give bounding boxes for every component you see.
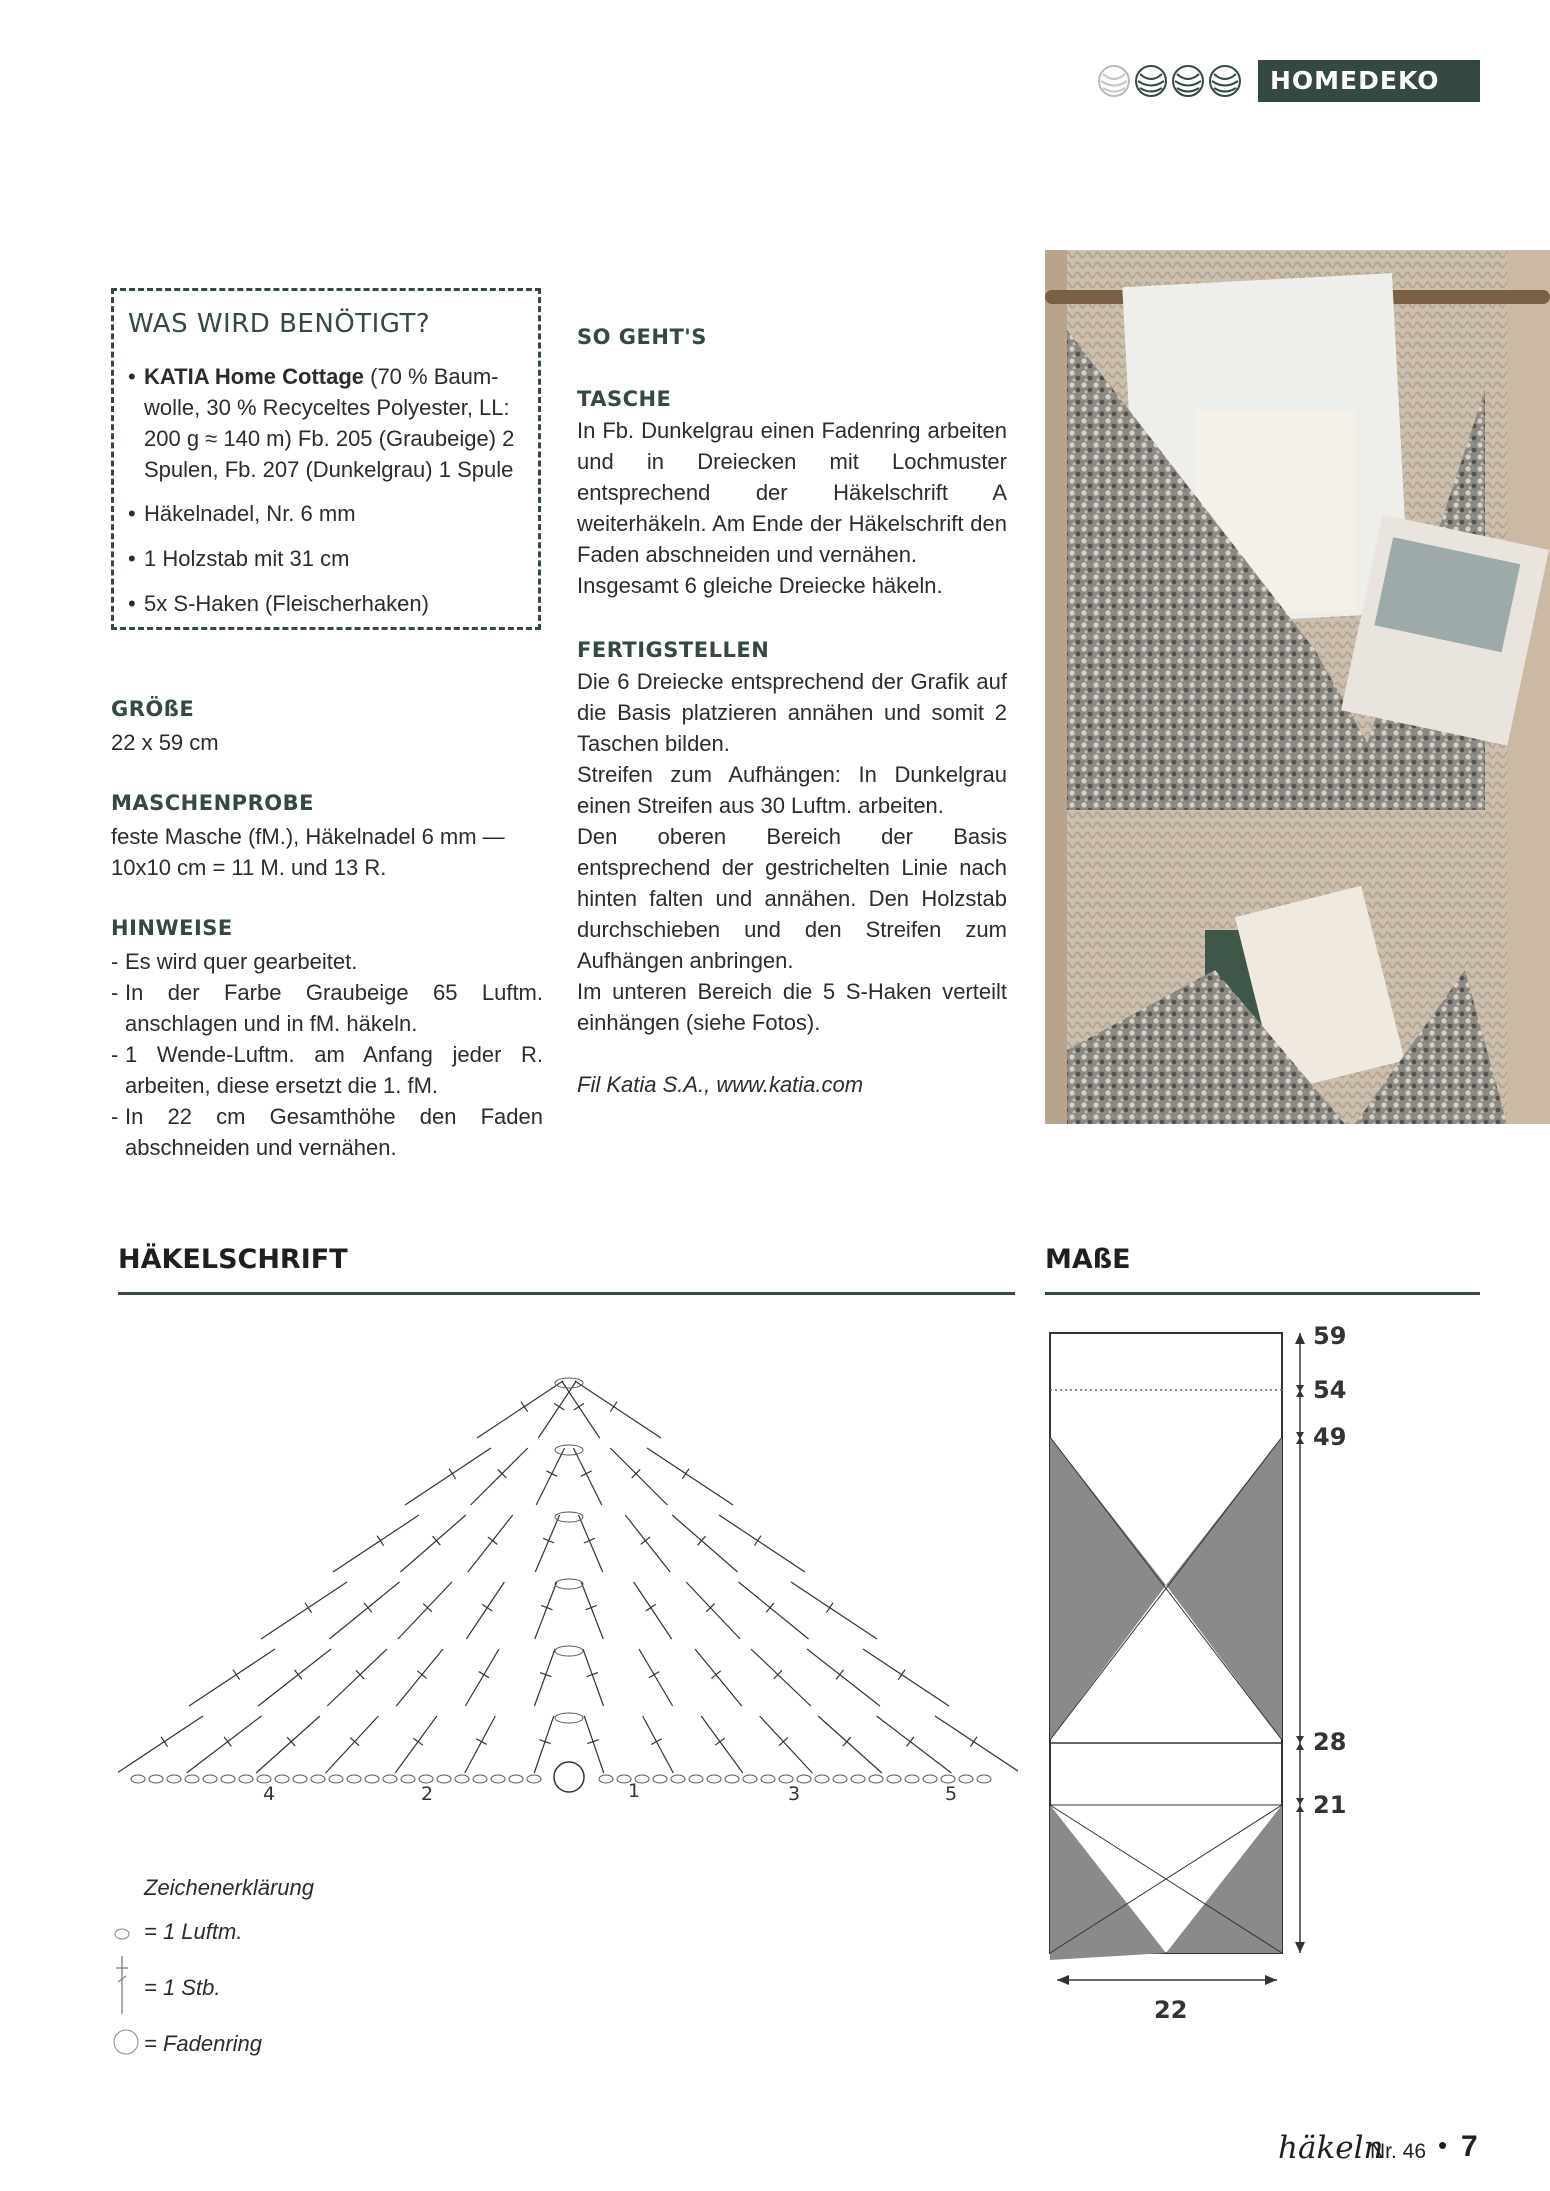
bag-heading: TASCHE: [577, 387, 672, 411]
stitch-mark: [719, 1515, 805, 1572]
stitch-mark: [573, 1448, 601, 1505]
stitch-mark: [695, 1649, 742, 1706]
stitch-mark: [584, 1716, 604, 1773]
stitch-bar: [610, 1402, 617, 1412]
chain-mark: [761, 1775, 775, 1783]
chart-title: HÄKELSCHRIFT: [118, 1244, 348, 1275]
footer-bullet: •: [1438, 2130, 1448, 2160]
chain-mark: [257, 1775, 271, 1783]
chain-mark: [293, 1775, 307, 1783]
stitch-mark: [535, 1582, 557, 1639]
stitch-mark: [398, 1582, 452, 1639]
stitch-mark: [465, 1649, 499, 1706]
chain-mark: [833, 1775, 847, 1783]
stitch-bar: [377, 1536, 384, 1546]
stitch-bar: [581, 1471, 592, 1476]
row-number: 3: [788, 1783, 801, 1805]
stitch-bar: [651, 1739, 662, 1745]
legend-item: = Fadenring: [144, 2031, 263, 2056]
stitch-bar: [479, 1672, 489, 1678]
measure-label: 21: [1313, 1791, 1347, 1819]
stitch-bar: [161, 1737, 168, 1747]
chain-mark: [383, 1775, 397, 1783]
chain-mark: [653, 1775, 667, 1783]
width-label: 22: [1154, 1996, 1188, 2024]
measures-title-rule: [1045, 1292, 1480, 1295]
double-crochet-symbol-icon: [116, 1956, 128, 2014]
pocket-triangle: [1050, 1953, 1166, 1960]
materials-title: WAS WIRD BENÖTIGT?: [128, 309, 431, 339]
stitch-mark: [863, 1649, 949, 1706]
stitch-mark: [187, 1716, 262, 1773]
chain-mark: [311, 1775, 325, 1783]
chain-mark: [555, 1579, 583, 1589]
yarn-name: KATIA Home Cottage: [144, 364, 364, 389]
legend-item: = 1 Luftm.: [144, 1919, 243, 1944]
stitch-bar: [543, 1538, 554, 1543]
stitch-mark: [643, 1716, 674, 1773]
chain-mark: [851, 1775, 865, 1783]
stitch-mark: [189, 1649, 275, 1706]
chain-mark: [239, 1775, 253, 1783]
stitch-bar: [682, 1469, 689, 1479]
stitch-bar: [224, 1737, 231, 1747]
stitch-mark: [536, 1448, 564, 1505]
stitch-mark: [578, 1515, 602, 1572]
stitch-mark: [818, 1716, 882, 1773]
stitch-bar: [826, 1603, 833, 1613]
stitch-mark: [739, 1582, 809, 1639]
stitch-bar: [413, 1738, 423, 1745]
issue-number: Nr. 46: [1370, 2140, 1427, 2163]
stitch-bar: [711, 1671, 720, 1679]
chain-mark: [815, 1775, 829, 1783]
gauge-text: feste Masche (fM.), Häkelnadel 6 mm — 10x10 cm = 11 M. und 13 R.: [111, 824, 505, 880]
chain-mark: [131, 1775, 145, 1783]
chain-mark: [221, 1775, 235, 1783]
stitch-mark: [625, 1515, 670, 1572]
notes-heading: HINWEISE: [111, 916, 233, 940]
chain-mark: [923, 1775, 937, 1783]
stitch-mark: [538, 1381, 576, 1438]
stitch-mark: [534, 1716, 554, 1773]
stitch-mark: [329, 1582, 399, 1639]
row-number: 1: [628, 1780, 641, 1802]
row-number: 5: [945, 1783, 958, 1805]
stitch-bar: [488, 1537, 497, 1544]
size-value: 22 x 59 cm: [111, 730, 219, 755]
chain-symbol-icon: [115, 1929, 129, 1939]
stitch-mark: [581, 1582, 603, 1639]
stitch-mark: [583, 1649, 604, 1706]
stitch-bar: [233, 1670, 240, 1680]
note-item: - In der Farbe Graubeige 65 Luftm. anschlagen und in fM. häkeln.: [111, 977, 543, 1039]
stitch-mark: [877, 1716, 952, 1773]
stitch-bar: [836, 1670, 843, 1679]
magic-ring-mark: [554, 1762, 584, 1792]
chain-mark: [869, 1775, 883, 1783]
chain-mark: [707, 1775, 721, 1783]
legend-title: Zeichenerklärung: [144, 1875, 314, 1900]
finish-text: Die 6 Dreiecke entsprechend der Grafik auf die Basis platzieren annähen und somit 2 Taschen bilden. Streifen zum Aufhängen: In Dunkelgrau einen Streifen aus 30 Luftm. arbeiten. Den oberen Bereich der Basis entsprechend der gestrichelten Linie nach hinten falten und annähen. Den Holzstab durchschieben und den Streifen zum Aufhängen anbringen. Im unteren Bereich die 5 S-Haken verteilt einhängen (siehe Fotos).: [577, 669, 1007, 1035]
stitch-mark: [327, 1649, 387, 1706]
chart-title-rule: [118, 1292, 1015, 1295]
stitch-mark: [258, 1649, 331, 1706]
magic-ring-symbol-icon: [114, 2030, 138, 2054]
measure-label: 49: [1313, 1423, 1347, 1451]
stitch-bar: [449, 1469, 456, 1479]
chain-mark: [365, 1775, 379, 1783]
stitch-bar: [641, 1537, 650, 1544]
stitch-bar: [970, 1737, 977, 1747]
legend-item: = 1 Stb.: [144, 1975, 221, 2000]
measure-label: 54: [1313, 1376, 1347, 1404]
chain-mark: [977, 1775, 991, 1783]
note-item: - In 22 cm Gesamthöhe den Faden abschneiden und vernähen.: [111, 1101, 543, 1163]
material-item-hooks: • 5x S-Haken (Fleischerhaken): [128, 591, 429, 616]
stitch-mark: [639, 1649, 673, 1706]
chain-mark: [419, 1775, 433, 1783]
stitch-mark: [686, 1582, 740, 1639]
chain-mark: [887, 1775, 901, 1783]
chain-mark: [491, 1775, 505, 1783]
material-item-rod: • 1 Holzstab mit 31 cm: [128, 546, 350, 571]
stitch-bar: [417, 1671, 426, 1679]
stitch-bar: [476, 1739, 487, 1745]
chain-mark: [599, 1775, 613, 1783]
instructions-heading: SO GEHT'S: [577, 325, 707, 349]
chain-mark: [725, 1775, 739, 1783]
stitch-mark: [562, 1381, 600, 1438]
stitch-bar: [574, 1403, 584, 1410]
section-label: HOMEDEKO: [1258, 60, 1480, 102]
stitch-mark: [807, 1649, 880, 1706]
chain-mark: [555, 1646, 583, 1656]
chain-mark: [473, 1775, 487, 1783]
stitch-mark: [468, 1515, 513, 1572]
stitch-bar: [649, 1672, 659, 1678]
stitch-mark: [935, 1716, 1018, 1773]
stitch-bar: [715, 1738, 725, 1745]
stitch-mark: [672, 1515, 737, 1572]
stitch-bar: [646, 1604, 656, 1611]
stitch-mark: [751, 1649, 811, 1706]
stitch-bar: [294, 1670, 301, 1679]
measurements-diagram: [1045, 1320, 1485, 2040]
stitch-mark: [465, 1716, 496, 1773]
stitch-mark: [647, 1448, 733, 1505]
stitch-bar: [584, 1538, 595, 1543]
stitch-mark: [477, 1381, 563, 1438]
chain-mark: [905, 1775, 919, 1783]
stitch-mark: [575, 1381, 661, 1438]
gauge-heading: MASCHENPROBE: [111, 791, 314, 815]
chain-mark: [149, 1775, 163, 1783]
stitch-bar: [546, 1471, 557, 1476]
chain-mark: [797, 1775, 811, 1783]
stitch-bar: [754, 1536, 761, 1546]
stitch-mark: [791, 1582, 877, 1639]
stitch-mark: [326, 1716, 379, 1773]
stitch-bar: [907, 1737, 914, 1747]
chain-mark: [185, 1775, 199, 1783]
chain-mark: [959, 1775, 973, 1783]
stitch-bar: [521, 1402, 528, 1412]
chain-mark: [671, 1775, 685, 1783]
stitch-bar: [554, 1403, 564, 1410]
page-number: 7: [1461, 2130, 1478, 2163]
chain-mark: [401, 1775, 415, 1783]
stitch-bar: [766, 1603, 774, 1612]
stitch-bar: [305, 1603, 312, 1613]
product-photo: [1045, 250, 1550, 1124]
stitch-mark: [118, 1716, 203, 1773]
stitch-bar: [898, 1670, 905, 1680]
measure-label: 59: [1313, 1322, 1347, 1350]
stitch-bar: [482, 1604, 492, 1611]
yarn-balls-icon: [1097, 64, 1245, 98]
magazine-name: häkeln: [1278, 2130, 1384, 2166]
bag-text: In Fb. Dunkelgrau einen Fadenring arbeiten und in Dreiecken mit Lochmuster entsprechend der Häkelschrift A weiterhäkeln. Am Ende der Häkelschrift den Faden abschneiden und vernähen. Insgesamt 6 gleiche Dreiecke häkeln.: [577, 418, 1007, 598]
credit: Fil Katia S.A., www.katia.com: [577, 1072, 864, 1097]
chain-mark: [455, 1775, 469, 1783]
chain-mark: [555, 1445, 583, 1455]
stitch-mark: [760, 1716, 813, 1773]
chain-mark: [743, 1775, 757, 1783]
stitch-mark: [396, 1649, 443, 1706]
stitch-mark: [534, 1649, 555, 1706]
chain-mark: [329, 1775, 343, 1783]
chain-mark: [689, 1775, 703, 1783]
note-item: - 1 Wende-Luftm. am Anfang jeder R. arbeiten, diese ersetzt die 1. fM.: [111, 1039, 543, 1101]
stitch-mark: [333, 1515, 419, 1572]
chain-mark: [437, 1775, 451, 1783]
stitch-mark: [535, 1515, 559, 1572]
row-number: 4: [263, 1783, 276, 1805]
chain-mark: [941, 1775, 955, 1783]
chain-mark: [167, 1775, 181, 1783]
chain-mark: [555, 1713, 583, 1723]
stitch-mark: [466, 1582, 504, 1639]
stitch-mark: [256, 1716, 320, 1773]
stitch-mark: [395, 1716, 437, 1773]
finish-heading: FERTIGSTELLEN: [577, 638, 770, 662]
stitch-mark: [405, 1448, 491, 1505]
measure-label: 28: [1313, 1728, 1347, 1756]
chain-mark: [347, 1775, 361, 1783]
legend-symbols: [112, 1926, 142, 2056]
stitch-mark: [701, 1716, 743, 1773]
measures-title: MAßE: [1045, 1244, 1131, 1275]
notes-list: [111, 946, 543, 1163]
note-item: - Es wird quer gearbeitet.: [111, 946, 543, 977]
chain-mark: [509, 1775, 523, 1783]
material-item-hook: • Häkelnadel, Nr. 6 mm: [128, 501, 356, 526]
chain-mark: [779, 1775, 793, 1783]
material-item-yarn: • KATIA Home Cottage (70 % Baum- wolle, 30 % Recyceltes Polyester, LL: 200 g ≈ 140 m) Fb. 205 (Graubeige) 2 Spulen, Fb. 207 (Dunkelgrau) 1 Spule: [128, 364, 515, 482]
chain-mark: [203, 1775, 217, 1783]
size-heading: GRÖßE: [111, 697, 195, 721]
stitch-mark: [400, 1515, 465, 1572]
stitch-bar: [364, 1603, 372, 1612]
chain-mark: [275, 1775, 289, 1783]
stitch-mark: [634, 1582, 672, 1639]
crochet-chart: [118, 1345, 1018, 1815]
chain-mark: [527, 1775, 541, 1783]
stitch-mark: [261, 1582, 347, 1639]
row-number: 2: [421, 1783, 434, 1805]
